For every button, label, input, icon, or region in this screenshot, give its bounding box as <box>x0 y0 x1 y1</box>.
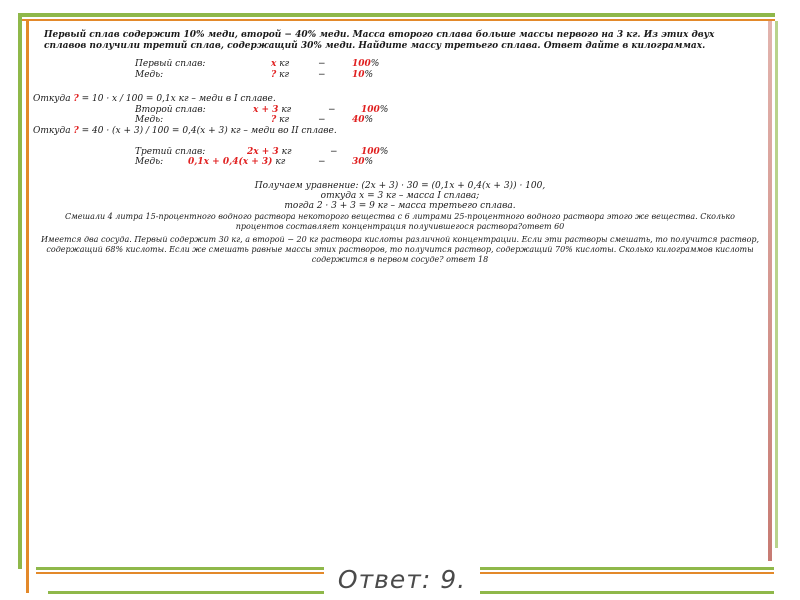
extra-problem-2: Имеется два сосуда. Первый содержит 30 кг, а второй − 20 кг раствора кислоты различной концентрации. Если эти растворы смешать, то получится раствор, содержащий 68% кислоты. Если же смешать равные массы этих растворов, то получится раствор, содержащий 70% кислоты. Сколько килограммов кислоты содержится в первом сосуде? ответ 18 <box>40 235 760 264</box>
block3-copper-label: Медь: <box>135 157 164 167</box>
block1-copper-label: Медь: <box>135 70 164 80</box>
block3-copper-dash: − <box>318 157 326 167</box>
solution-first-mass: откуда х = 3 кг – масса I сплава; <box>320 191 480 201</box>
frame-left-orange-line <box>26 21 29 593</box>
answer-label: Ответ: 9. <box>337 565 467 594</box>
block3-alloy-mass: 2х + 3 кг <box>247 147 292 157</box>
block2-derivation: Откуда ? = 40 · (х + 3) / 100 = 0,4(х + 3) кг – меди во II сплаве. <box>33 126 337 136</box>
block2-copper-pct: 40% <box>352 115 374 125</box>
block1-alloy-dash: − <box>318 59 326 69</box>
block3-alloy-pct: 100% <box>361 147 389 157</box>
block3-copper-mass: 0,1х + 0,4(х + 3) кг <box>188 157 286 167</box>
frame-right-green-line <box>775 21 778 548</box>
block1-alloy-mass: х кг <box>271 59 290 69</box>
block1-derivation: Откуда ? = 10 · х / 100 = 0,1х кг – меди в I сплаве. <box>33 94 276 104</box>
problem-statement: Первый сплав содержит 10% меди, второй − 40% меди. Масса второго сплава больше массы первого на 3 кг. Из этих двух сплавов получили третий сплав, содержащий 30% меди. Найдите массу третьего сплава. Ответ дайте в килограммах. <box>44 30 715 51</box>
block1-copper-dash: − <box>318 70 326 80</box>
solution-third-mass: тогда 2 · 3 + 3 = 9 кг – масса третьего сплава. <box>284 201 516 211</box>
block2-copper-mass: ? кг <box>271 115 290 125</box>
frame-left-green-line <box>18 13 22 569</box>
block2-alloy-pct: 100% <box>361 105 389 115</box>
block1-copper-mass: ? кг <box>271 70 290 80</box>
block1-alloy-label: Первый сплав: <box>135 59 206 69</box>
block2-alloy-mass: х + 3 кг <box>253 105 292 115</box>
block3-copper-pct: 30% <box>352 157 374 167</box>
block2-copper-dash: − <box>318 115 326 125</box>
block2-alloy-label: Второй сплав: <box>135 105 206 115</box>
solution-equation: Получаем уравнение: (2х + 3) · 30 = (0,1х + 0,4(х + 3)) · 100, <box>254 181 546 191</box>
block1-alloy-pct: 100% <box>352 59 380 69</box>
frame-top-orange-line <box>18 19 775 21</box>
extra-problem-1: Смешали 4 литра 15-процентного водного раствора некоторого вещества с 6 литрами 25-процентного водного раствора этого же вещества. Сколько процентов составляет концентрация получившегося раствора?ответ 60 <box>65 212 735 231</box>
block3-alloy-label: Третий сплав: <box>135 147 206 157</box>
frame-right-red-line <box>768 21 772 561</box>
block2-copper-label: Медь: <box>135 115 164 125</box>
block1-copper-pct: 10% <box>352 70 374 80</box>
block3-alloy-dash: − <box>330 147 338 157</box>
block2-alloy-dash: − <box>328 105 336 115</box>
frame-top-green-line <box>18 13 775 17</box>
